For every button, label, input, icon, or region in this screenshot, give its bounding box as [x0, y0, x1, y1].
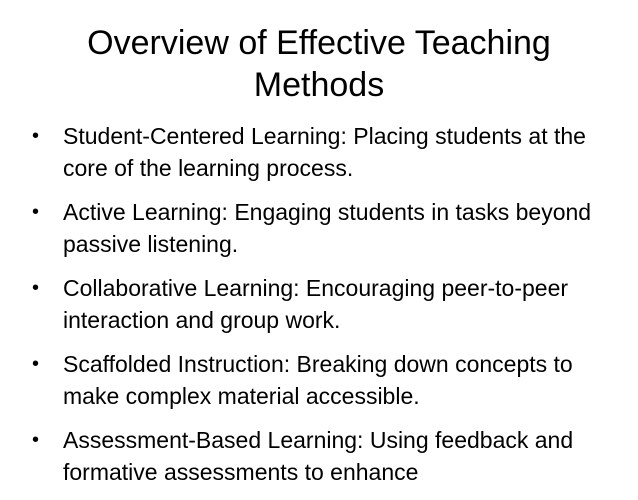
list-item [30, 196, 620, 260]
bullet-text: Student-Centered Learning: Placing students at the core of the learning process. [63, 123, 586, 181]
bullet-icon: • [32, 201, 40, 223]
bullet-text: Assessment-Based Learning: Using feedback and formative assessments to enhance [63, 427, 574, 485]
bullet-text: Scaffolded Instruction: Breaking down concepts to make complex material accessible. [63, 351, 573, 409]
list-item [30, 348, 620, 412]
bullet-list [30, 120, 620, 500]
bullet-text: Active Learning: Engaging students in tasks beyond passive listening. [63, 199, 592, 257]
bullet-icon: • [32, 353, 40, 375]
bullet-text: Collaborative Learning: Encouraging peer-to-peer interaction and group work. [63, 275, 569, 333]
bullet-icon: • [32, 125, 40, 147]
list-item [30, 424, 620, 488]
list-item [30, 272, 620, 336]
bullet-icon: • [32, 429, 40, 451]
bullet-icon: • [32, 277, 40, 299]
slide-title: Overview of Effective Teaching Methods [87, 24, 551, 104]
list-item [30, 120, 620, 184]
